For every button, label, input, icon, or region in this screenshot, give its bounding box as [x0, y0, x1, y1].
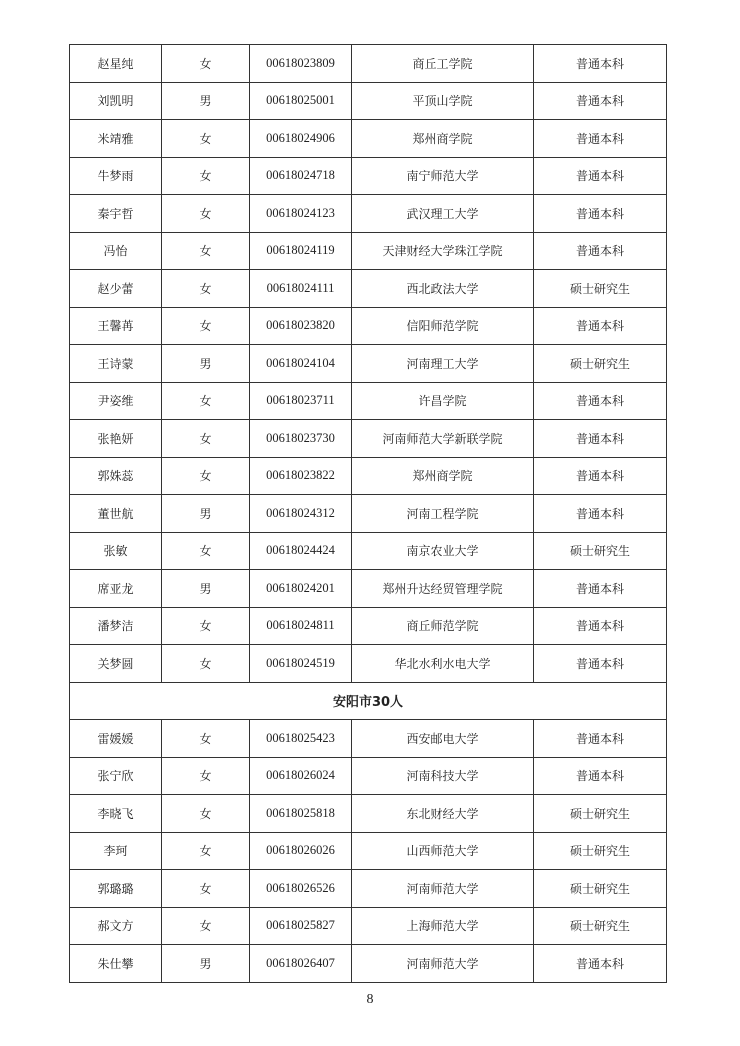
table-row — [70, 570, 667, 608]
school-cell: 河南师范大学 — [352, 870, 534, 908]
degree-cell: 普通本科 — [534, 232, 667, 270]
table-row — [70, 607, 667, 645]
table-row — [70, 270, 667, 308]
gender-cell: 女 — [162, 832, 250, 870]
school-cell: 商丘师范学院 — [352, 607, 534, 645]
table-row — [70, 532, 667, 570]
table-row — [70, 870, 667, 908]
table-row — [70, 645, 667, 683]
table-row — [70, 82, 667, 120]
degree-cell: 普通本科 — [534, 420, 667, 458]
name-cell: 牛梦雨 — [70, 157, 162, 195]
name-cell: 郝文方 — [70, 907, 162, 945]
gender-cell: 男 — [162, 495, 250, 533]
gender-cell: 女 — [162, 795, 250, 833]
exam-id-cell: 00618026526 — [250, 870, 352, 908]
exam-id-cell: 00618024718 — [250, 157, 352, 195]
gender-cell: 女 — [162, 645, 250, 683]
exam-id-cell: 00618025818 — [250, 795, 352, 833]
gender-cell: 女 — [162, 232, 250, 270]
degree-cell: 硕士研究生 — [534, 907, 667, 945]
degree-cell: 硕士研究生 — [534, 532, 667, 570]
name-cell: 张宁欣 — [70, 757, 162, 795]
gender-cell: 女 — [162, 157, 250, 195]
gender-cell: 女 — [162, 120, 250, 158]
degree-cell: 普通本科 — [534, 645, 667, 683]
name-cell: 雷媛媛 — [70, 720, 162, 758]
school-cell: 河南工程学院 — [352, 495, 534, 533]
gender-cell: 女 — [162, 307, 250, 345]
gender-cell: 女 — [162, 870, 250, 908]
table-row — [70, 120, 667, 158]
gender-cell: 女 — [162, 45, 250, 83]
gender-cell: 女 — [162, 457, 250, 495]
school-cell: 河南科技大学 — [352, 757, 534, 795]
table-row — [70, 232, 667, 270]
degree-cell: 硕士研究生 — [534, 345, 667, 383]
table-row — [70, 832, 667, 870]
school-cell: 山西师范大学 — [352, 832, 534, 870]
exam-id-cell: 00618026407 — [250, 945, 352, 983]
gender-cell: 女 — [162, 195, 250, 233]
gender-cell: 女 — [162, 270, 250, 308]
school-cell: 平顶山学院 — [352, 82, 534, 120]
gender-cell: 男 — [162, 345, 250, 383]
degree-cell: 普通本科 — [534, 495, 667, 533]
school-cell: 河南师范大学 — [352, 945, 534, 983]
exam-id-cell: 00618024312 — [250, 495, 352, 533]
degree-cell: 硕士研究生 — [534, 870, 667, 908]
school-cell: 郑州商学院 — [352, 120, 534, 158]
exam-id-cell: 00618023730 — [250, 420, 352, 458]
degree-cell: 普通本科 — [534, 195, 667, 233]
degree-cell: 普通本科 — [534, 945, 667, 983]
name-cell: 李晓飞 — [70, 795, 162, 833]
gender-cell: 男 — [162, 945, 250, 983]
table-row — [70, 907, 667, 945]
name-cell: 米靖雅 — [70, 120, 162, 158]
gender-cell: 女 — [162, 757, 250, 795]
name-cell: 王诗蒙 — [70, 345, 162, 383]
table-row — [70, 157, 667, 195]
roster-table — [69, 44, 667, 983]
page-number: 8 — [366, 992, 374, 1007]
roster-table-body — [70, 45, 667, 983]
degree-cell: 普通本科 — [534, 382, 667, 420]
table-row — [70, 307, 667, 345]
exam-id-cell: 00618024104 — [250, 345, 352, 383]
table-row — [70, 757, 667, 795]
school-cell: 南京农业大学 — [352, 532, 534, 570]
name-cell: 王馨苒 — [70, 307, 162, 345]
degree-cell: 普通本科 — [534, 120, 667, 158]
table-row — [70, 720, 667, 758]
degree-cell: 普通本科 — [534, 720, 667, 758]
name-cell: 张艳妍 — [70, 420, 162, 458]
exam-id-cell: 00618025423 — [250, 720, 352, 758]
name-cell: 赵少蕾 — [70, 270, 162, 308]
name-cell: 席亚龙 — [70, 570, 162, 608]
name-cell: 尹姿维 — [70, 382, 162, 420]
degree-cell: 普通本科 — [534, 457, 667, 495]
name-cell: 张敏 — [70, 532, 162, 570]
school-cell: 河南理工大学 — [352, 345, 534, 383]
school-cell: 华北水利水电大学 — [352, 645, 534, 683]
school-cell: 信阳师范学院 — [352, 307, 534, 345]
gender-cell: 女 — [162, 382, 250, 420]
degree-cell: 普通本科 — [534, 757, 667, 795]
name-cell: 秦宇哲 — [70, 195, 162, 233]
name-cell: 关梦圆 — [70, 645, 162, 683]
gender-cell: 男 — [162, 570, 250, 608]
name-cell: 赵星纯 — [70, 45, 162, 83]
name-cell: 董世航 — [70, 495, 162, 533]
degree-cell: 普通本科 — [534, 157, 667, 195]
school-cell: 西安邮电大学 — [352, 720, 534, 758]
table-row — [70, 795, 667, 833]
gender-cell: 女 — [162, 720, 250, 758]
exam-id-cell: 00618025001 — [250, 82, 352, 120]
degree-cell: 普通本科 — [534, 45, 667, 83]
name-cell: 郭璐璐 — [70, 870, 162, 908]
degree-cell: 硕士研究生 — [534, 832, 667, 870]
name-cell: 冯怡 — [70, 232, 162, 270]
school-cell: 商丘工学院 — [352, 45, 534, 83]
school-cell: 郑州商学院 — [352, 457, 534, 495]
exam-id-cell: 00618024906 — [250, 120, 352, 158]
exam-id-cell: 00618024119 — [250, 232, 352, 270]
exam-id-cell: 00618024811 — [250, 607, 352, 645]
exam-id-cell: 00618024111 — [250, 270, 352, 308]
exam-id-cell: 00618026024 — [250, 757, 352, 795]
name-cell: 郭姝蕊 — [70, 457, 162, 495]
degree-cell: 普通本科 — [534, 607, 667, 645]
exam-id-cell: 00618026026 — [250, 832, 352, 870]
school-cell: 河南师范大学新联学院 — [352, 420, 534, 458]
degree-cell: 硕士研究生 — [534, 795, 667, 833]
name-cell: 朱仕攀 — [70, 945, 162, 983]
table-row — [70, 945, 667, 983]
exam-id-cell: 00618024424 — [250, 532, 352, 570]
gender-cell: 女 — [162, 607, 250, 645]
name-cell: 潘梦洁 — [70, 607, 162, 645]
school-cell: 西北政法大学 — [352, 270, 534, 308]
degree-cell: 硕士研究生 — [534, 270, 667, 308]
exam-id-cell: 00618024519 — [250, 645, 352, 683]
section-header-label: 安阳市30人 — [70, 682, 667, 720]
school-cell: 上海师范大学 — [352, 907, 534, 945]
table-row — [70, 345, 667, 383]
exam-id-cell: 00618025827 — [250, 907, 352, 945]
degree-cell: 普通本科 — [534, 82, 667, 120]
school-cell: 东北财经大学 — [352, 795, 534, 833]
gender-cell: 女 — [162, 532, 250, 570]
table-row — [70, 457, 667, 495]
degree-cell: 普通本科 — [534, 570, 667, 608]
exam-id-cell: 00618024201 — [250, 570, 352, 608]
table-row — [70, 420, 667, 458]
table-row — [70, 195, 667, 233]
table-row — [70, 45, 667, 83]
name-cell: 李珂 — [70, 832, 162, 870]
school-cell: 武汉理工大学 — [352, 195, 534, 233]
school-cell: 南宁师范大学 — [352, 157, 534, 195]
table-row — [70, 495, 667, 533]
school-cell: 郑州升达经贸管理学院 — [352, 570, 534, 608]
exam-id-cell: 00618023820 — [250, 307, 352, 345]
gender-cell: 女 — [162, 907, 250, 945]
school-cell: 许昌学院 — [352, 382, 534, 420]
section-header-row — [70, 682, 667, 720]
gender-cell: 男 — [162, 82, 250, 120]
exam-id-cell: 00618023809 — [250, 45, 352, 83]
exam-id-cell: 00618024123 — [250, 195, 352, 233]
exam-id-cell: 00618023711 — [250, 382, 352, 420]
gender-cell: 女 — [162, 420, 250, 458]
name-cell: 刘凯明 — [70, 82, 162, 120]
table-row — [70, 382, 667, 420]
school-cell: 天津财经大学珠江学院 — [352, 232, 534, 270]
exam-id-cell: 00618023822 — [250, 457, 352, 495]
degree-cell: 普通本科 — [534, 307, 667, 345]
